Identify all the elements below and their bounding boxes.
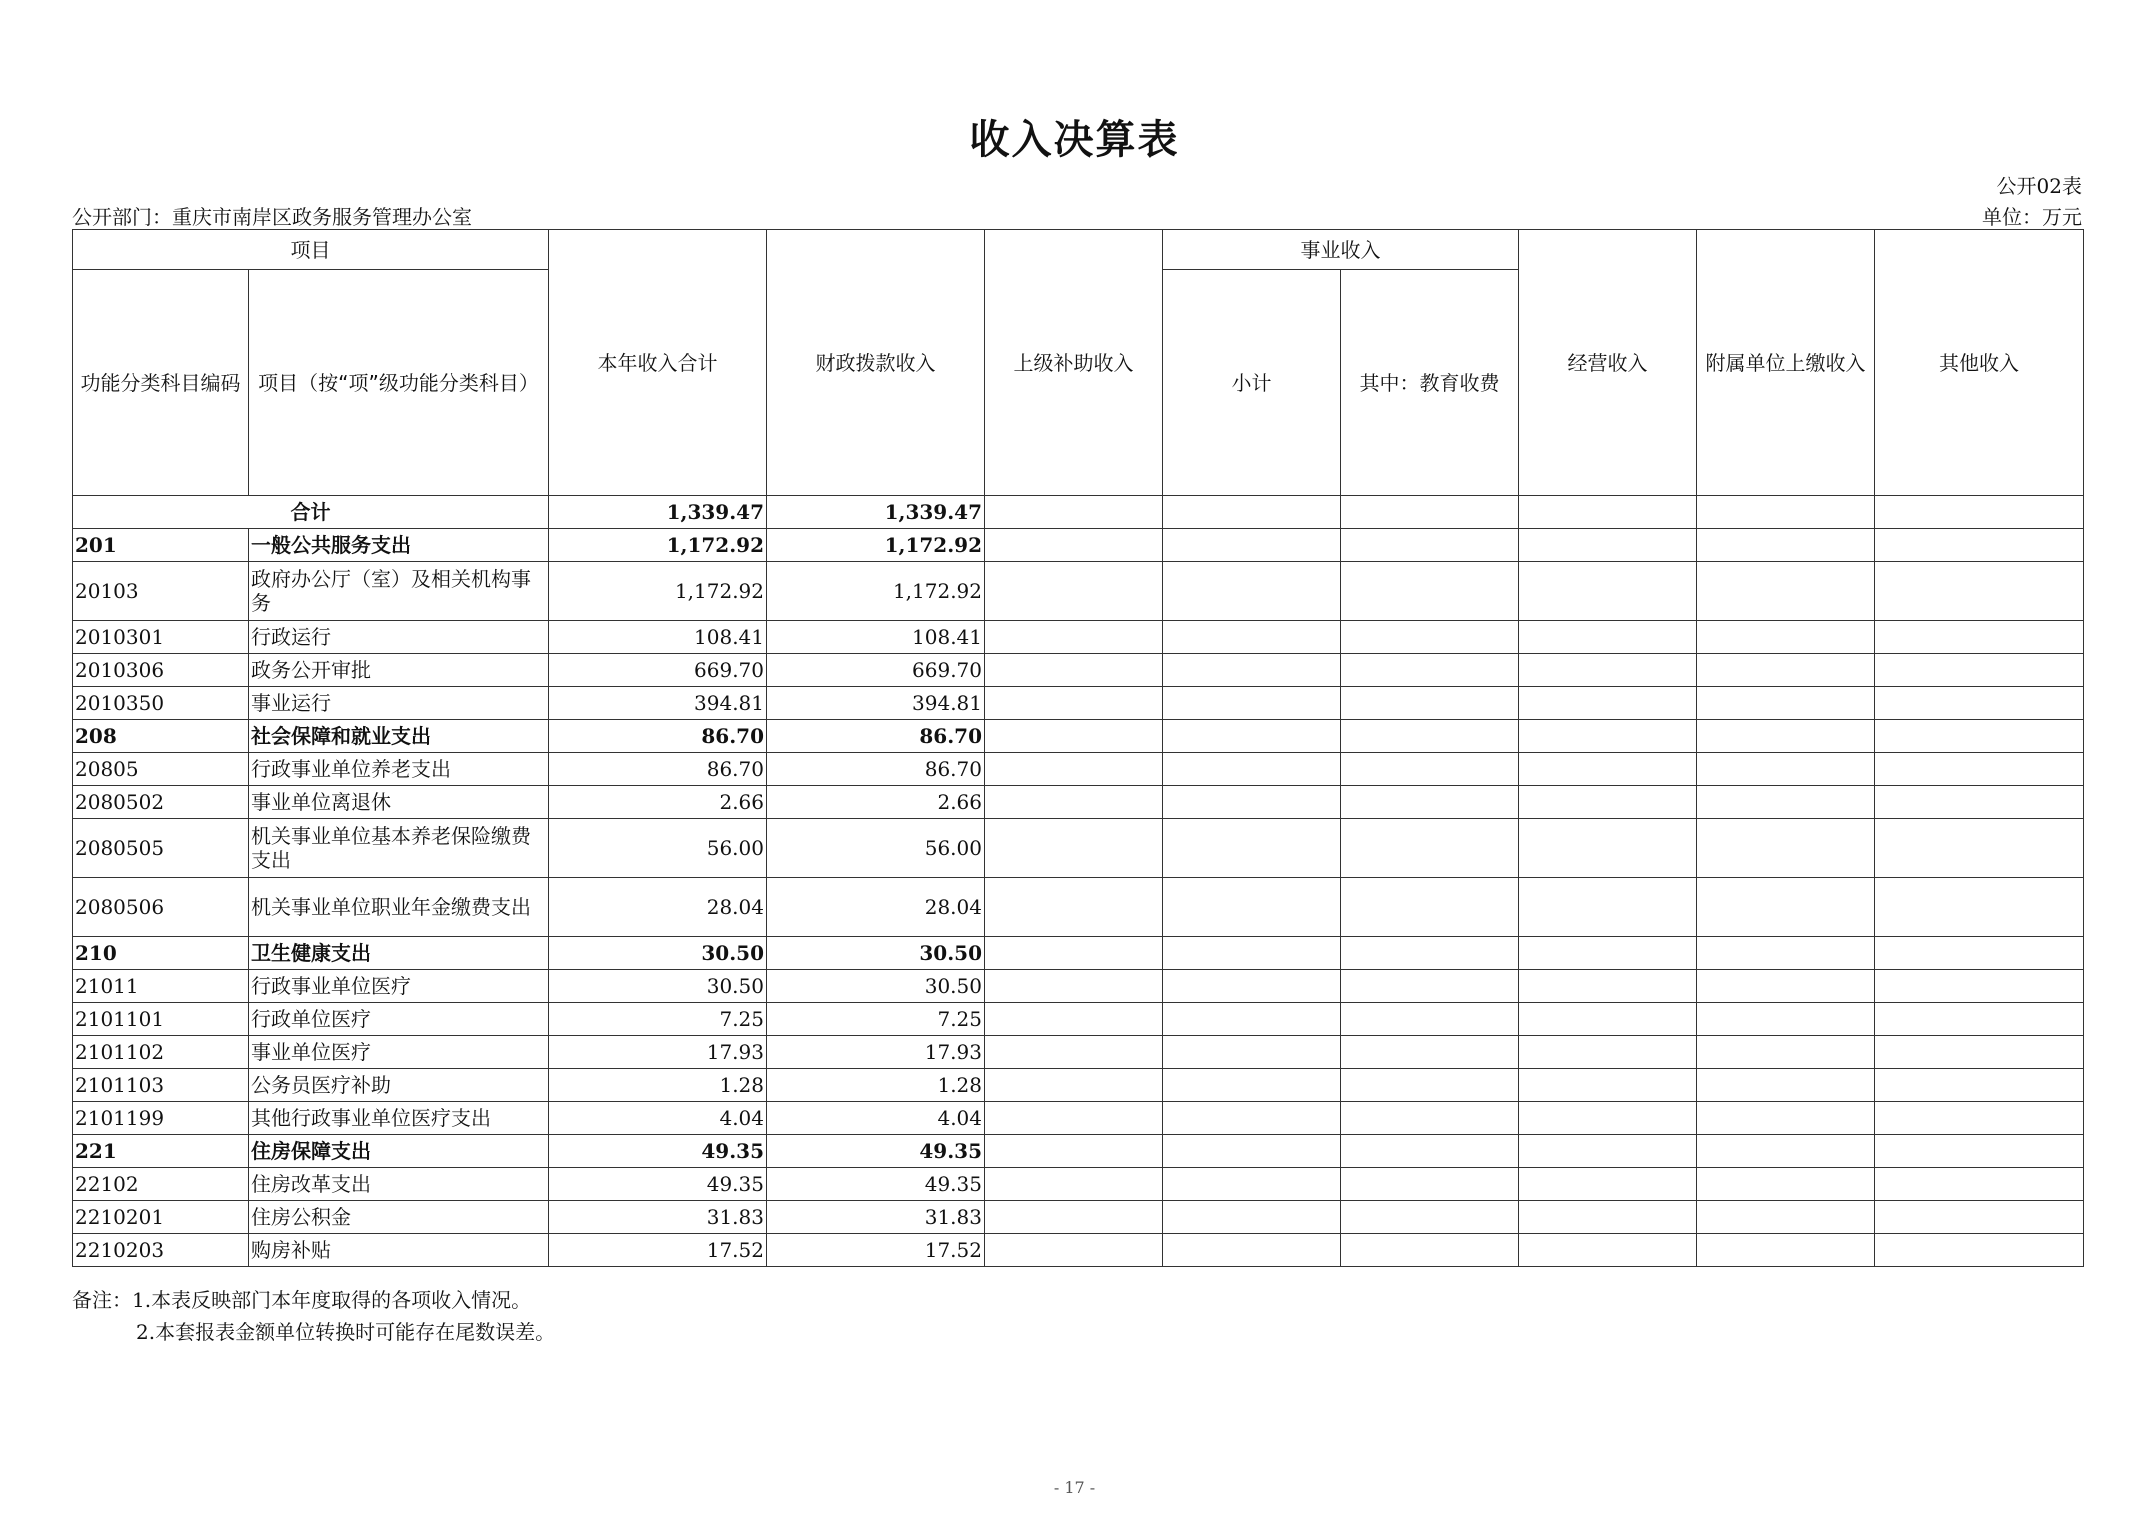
empty-cell xyxy=(1519,687,1697,720)
empty-cell xyxy=(1875,1234,2084,1267)
header-subtotal: 小计 xyxy=(1163,270,1341,496)
total-cell: 49.35 xyxy=(549,1168,767,1201)
name-cell: 行政运行 xyxy=(249,621,549,654)
unit-label: 单位：万元 xyxy=(1982,205,2082,229)
total-cell: 86.70 xyxy=(549,720,767,753)
total-cell: 17.52 xyxy=(549,1234,767,1267)
empty-cell xyxy=(1341,1135,1519,1168)
note-2: 2.本套报表金额单位转换时可能存在尾数误差。 xyxy=(136,1320,556,1344)
fiscal-cell: 1,172.92 xyxy=(767,562,985,621)
empty-cell xyxy=(1519,878,1697,937)
empty-cell xyxy=(985,878,1163,937)
table-row xyxy=(73,1234,2084,1267)
fiscal-cell: 669.70 xyxy=(767,654,985,687)
empty-cell xyxy=(1697,753,1875,786)
total-cell: 30.50 xyxy=(549,970,767,1003)
empty-cell xyxy=(1697,878,1875,937)
empty-cell xyxy=(1697,1201,1875,1234)
code-cell: 208 xyxy=(73,720,249,753)
name-cell: 事业单位医疗 xyxy=(249,1036,549,1069)
fiscal-cell: 17.93 xyxy=(767,1036,985,1069)
empty-cell xyxy=(1341,1102,1519,1135)
empty-cell xyxy=(1163,786,1341,819)
empty-cell xyxy=(985,1036,1163,1069)
name-cell: 行政事业单位医疗 xyxy=(249,970,549,1003)
empty-cell xyxy=(985,621,1163,654)
table-row xyxy=(73,654,2084,687)
fiscal-cell: 49.35 xyxy=(767,1135,985,1168)
empty-cell xyxy=(985,1168,1163,1201)
table-row xyxy=(73,1135,2084,1168)
empty-cell xyxy=(1697,1168,1875,1201)
table-row xyxy=(73,1168,2084,1201)
header-education: 其中：教育收费 xyxy=(1341,270,1519,496)
table-row xyxy=(73,970,2084,1003)
empty-cell xyxy=(1519,786,1697,819)
code-cell: 201 xyxy=(73,529,249,562)
empty-cell xyxy=(1875,970,2084,1003)
header-business-group: 事业收入 xyxy=(1163,230,1519,270)
income-table xyxy=(72,229,2084,1267)
empty-cell xyxy=(1519,720,1697,753)
empty-cell xyxy=(1341,1003,1519,1036)
empty-cell xyxy=(1341,786,1519,819)
empty-cell xyxy=(1163,654,1341,687)
table-row xyxy=(73,529,2084,562)
fiscal-cell: 31.83 xyxy=(767,1201,985,1234)
empty-cell xyxy=(1163,562,1341,621)
total-cell: 28.04 xyxy=(549,878,767,937)
name-cell: 事业运行 xyxy=(249,687,549,720)
code-cell: 2010301 xyxy=(73,621,249,654)
empty-cell xyxy=(1519,1036,1697,1069)
empty-cell xyxy=(1697,496,1875,529)
empty-cell xyxy=(985,1102,1163,1135)
name-cell: 政务公开审批 xyxy=(249,654,549,687)
total-label: 合计 xyxy=(73,496,549,529)
code-cell: 2101199 xyxy=(73,1102,249,1135)
empty-cell xyxy=(1875,753,2084,786)
total-cell: 1,172.92 xyxy=(549,529,767,562)
code-cell: 21011 xyxy=(73,970,249,1003)
total-row xyxy=(73,496,2084,529)
table-row xyxy=(73,1201,2084,1234)
empty-cell xyxy=(1697,1036,1875,1069)
empty-cell xyxy=(985,1003,1163,1036)
fiscal-cell: 108.41 xyxy=(767,621,985,654)
empty-cell xyxy=(1163,937,1341,970)
empty-cell xyxy=(985,786,1163,819)
fiscal-cell: 86.70 xyxy=(767,720,985,753)
empty-cell xyxy=(1697,529,1875,562)
empty-cell xyxy=(1697,1102,1875,1135)
name-cell: 住房保障支出 xyxy=(249,1135,549,1168)
empty-cell xyxy=(1519,654,1697,687)
empty-cell xyxy=(985,687,1163,720)
empty-cell xyxy=(1341,1168,1519,1201)
empty-cell xyxy=(1875,562,2084,621)
empty-cell xyxy=(1697,1069,1875,1102)
empty-cell xyxy=(1341,753,1519,786)
empty-cell xyxy=(1697,654,1875,687)
total-cell: 30.50 xyxy=(549,937,767,970)
empty-cell xyxy=(1519,1003,1697,1036)
empty-cell xyxy=(1875,1003,2084,1036)
empty-cell xyxy=(1875,621,2084,654)
total-cell: 4.04 xyxy=(549,1102,767,1135)
empty-cell xyxy=(1341,621,1519,654)
fiscal-cell: 17.52 xyxy=(767,1234,985,1267)
fiscal-cell: 1,172.92 xyxy=(767,529,985,562)
code-cell: 2010350 xyxy=(73,687,249,720)
empty-cell xyxy=(1875,529,2084,562)
page-number: - 17 - xyxy=(1053,1478,1096,1497)
header-total: 本年收入合计 xyxy=(549,230,767,496)
empty-cell xyxy=(1519,1135,1697,1168)
name-cell: 卫生健康支出 xyxy=(249,937,549,970)
total-cell: 669.70 xyxy=(549,654,767,687)
empty-cell xyxy=(985,1201,1163,1234)
code-cell: 221 xyxy=(73,1135,249,1168)
empty-cell xyxy=(1341,970,1519,1003)
code-cell: 20805 xyxy=(73,753,249,786)
empty-cell xyxy=(1697,819,1875,878)
empty-cell xyxy=(985,1234,1163,1267)
empty-cell xyxy=(1875,1168,2084,1201)
code-cell: 2210203 xyxy=(73,1234,249,1267)
fiscal-cell: 49.35 xyxy=(767,1168,985,1201)
empty-cell xyxy=(1341,819,1519,878)
name-cell: 住房改革支出 xyxy=(249,1168,549,1201)
empty-cell xyxy=(1163,1036,1341,1069)
code-cell: 2101102 xyxy=(73,1036,249,1069)
table-row xyxy=(73,621,2084,654)
fiscal-cell: 7.25 xyxy=(767,1003,985,1036)
empty-cell xyxy=(1163,1069,1341,1102)
name-cell: 购房补贴 xyxy=(249,1234,549,1267)
empty-cell xyxy=(1519,819,1697,878)
empty-cell xyxy=(1519,621,1697,654)
empty-cell xyxy=(985,937,1163,970)
total-cell: 1,172.92 xyxy=(549,562,767,621)
empty-cell xyxy=(1519,562,1697,621)
empty-cell xyxy=(1875,819,2084,878)
name-cell: 一般公共服务支出 xyxy=(249,529,549,562)
empty-cell xyxy=(1875,878,2084,937)
header-item-group: 项目 xyxy=(73,230,549,270)
table-row xyxy=(73,786,2084,819)
fiscal-cell: 56.00 xyxy=(767,819,985,878)
empty-cell xyxy=(985,654,1163,687)
empty-cell xyxy=(985,496,1163,529)
empty-cell xyxy=(1875,654,2084,687)
total-cell: 2.66 xyxy=(549,786,767,819)
empty-cell xyxy=(1163,970,1341,1003)
code-cell: 2080505 xyxy=(73,819,249,878)
empty-cell xyxy=(985,819,1163,878)
empty-cell xyxy=(1341,529,1519,562)
empty-cell xyxy=(1163,1234,1341,1267)
empty-cell xyxy=(1697,621,1875,654)
name-cell: 机关事业单位基本养老保险缴费支出 xyxy=(249,819,549,878)
total-cell: 7.25 xyxy=(549,1003,767,1036)
empty-cell xyxy=(1519,970,1697,1003)
empty-cell xyxy=(1341,1036,1519,1069)
empty-cell xyxy=(1697,687,1875,720)
empty-cell xyxy=(1697,720,1875,753)
empty-cell xyxy=(985,753,1163,786)
empty-cell xyxy=(1697,1135,1875,1168)
total-cell: 1,339.47 xyxy=(549,496,767,529)
code-cell: 22102 xyxy=(73,1168,249,1201)
page-title: 收入决算表 xyxy=(969,117,1180,163)
name-cell: 社会保障和就业支出 xyxy=(249,720,549,753)
empty-cell xyxy=(1341,720,1519,753)
total-cell: 56.00 xyxy=(549,819,767,878)
table-row xyxy=(73,1069,2084,1102)
empty-cell xyxy=(1163,496,1341,529)
empty-cell xyxy=(1697,786,1875,819)
empty-cell xyxy=(1519,529,1697,562)
empty-cell xyxy=(985,970,1163,1003)
empty-cell xyxy=(1163,753,1341,786)
empty-cell xyxy=(1875,1102,2084,1135)
empty-cell xyxy=(1163,1102,1341,1135)
code-cell: 210 xyxy=(73,937,249,970)
fiscal-cell: 1,339.47 xyxy=(767,496,985,529)
fiscal-cell: 4.04 xyxy=(767,1102,985,1135)
table-row xyxy=(73,562,2084,621)
total-cell: 86.70 xyxy=(549,753,767,786)
empty-cell xyxy=(1163,720,1341,753)
empty-cell xyxy=(1163,819,1341,878)
header-other: 其他收入 xyxy=(1875,230,2084,496)
table-row xyxy=(73,720,2084,753)
fiscal-cell: 2.66 xyxy=(767,786,985,819)
table-row xyxy=(73,878,2084,937)
code-cell: 2080502 xyxy=(73,786,249,819)
empty-cell xyxy=(1341,1201,1519,1234)
empty-cell xyxy=(1163,1135,1341,1168)
empty-cell xyxy=(1341,496,1519,529)
table-row xyxy=(73,937,2084,970)
fiscal-cell: 30.50 xyxy=(767,937,985,970)
code-cell: 2101103 xyxy=(73,1069,249,1102)
empty-cell xyxy=(1163,1201,1341,1234)
fiscal-cell: 28.04 xyxy=(767,878,985,937)
empty-cell xyxy=(1519,1102,1697,1135)
empty-cell xyxy=(1875,937,2084,970)
empty-cell xyxy=(1341,878,1519,937)
empty-cell xyxy=(1697,562,1875,621)
code-cell: 2010306 xyxy=(73,654,249,687)
empty-cell xyxy=(1875,786,2084,819)
empty-cell xyxy=(1163,621,1341,654)
empty-cell xyxy=(1875,496,2084,529)
table-row xyxy=(73,687,2084,720)
header-fiscal: 财政拨款收入 xyxy=(767,230,985,496)
table-row xyxy=(73,1036,2084,1069)
empty-cell xyxy=(1519,937,1697,970)
empty-cell xyxy=(1875,1135,2084,1168)
name-cell: 政府办公厅（室）及相关机构事务 xyxy=(249,562,549,621)
empty-cell xyxy=(985,1135,1163,1168)
empty-cell xyxy=(1875,1201,2084,1234)
empty-cell xyxy=(1341,654,1519,687)
empty-cell xyxy=(1697,970,1875,1003)
empty-cell xyxy=(1341,687,1519,720)
total-cell: 17.93 xyxy=(549,1036,767,1069)
empty-cell xyxy=(1519,1201,1697,1234)
table-row xyxy=(73,819,2084,878)
fiscal-cell: 1.28 xyxy=(767,1069,985,1102)
total-cell: 394.81 xyxy=(549,687,767,720)
empty-cell xyxy=(1519,1234,1697,1267)
empty-cell xyxy=(1341,562,1519,621)
empty-cell xyxy=(1341,1069,1519,1102)
empty-cell xyxy=(1875,1069,2084,1102)
note-1: 备注：1.本表反映部门本年度取得的各项收入情况。 xyxy=(72,1288,532,1312)
header-operating: 经营收入 xyxy=(1519,230,1697,496)
fiscal-cell: 30.50 xyxy=(767,970,985,1003)
empty-cell xyxy=(1163,878,1341,937)
code-cell: 2080506 xyxy=(73,878,249,937)
empty-cell xyxy=(1163,687,1341,720)
name-cell: 公务员医疗补助 xyxy=(249,1069,549,1102)
name-cell: 行政事业单位养老支出 xyxy=(249,753,549,786)
empty-cell xyxy=(985,562,1163,621)
empty-cell xyxy=(1697,937,1875,970)
form-number: 公开02表 xyxy=(1996,174,2082,198)
empty-cell xyxy=(1875,1036,2084,1069)
name-cell: 机关事业单位职业年金缴费支出 xyxy=(249,878,549,937)
table-row xyxy=(73,753,2084,786)
table-row xyxy=(73,1003,2084,1036)
empty-cell xyxy=(985,1069,1163,1102)
total-cell: 31.83 xyxy=(549,1201,767,1234)
empty-cell xyxy=(1697,1003,1875,1036)
empty-cell xyxy=(1875,687,2084,720)
notes xyxy=(72,1284,555,1348)
code-cell: 2101101 xyxy=(73,1003,249,1036)
empty-cell xyxy=(985,529,1163,562)
name-cell: 事业单位离退休 xyxy=(249,786,549,819)
header-superior: 上级补助收入 xyxy=(985,230,1163,496)
empty-cell xyxy=(1875,720,2084,753)
empty-cell xyxy=(1697,1234,1875,1267)
fiscal-cell: 86.70 xyxy=(767,753,985,786)
empty-cell xyxy=(1341,1234,1519,1267)
total-cell: 108.41 xyxy=(549,621,767,654)
header-affiliated: 附属单位上缴收入 xyxy=(1697,230,1875,496)
name-cell: 其他行政事业单位医疗支出 xyxy=(249,1102,549,1135)
empty-cell xyxy=(1519,1069,1697,1102)
empty-cell xyxy=(1519,1168,1697,1201)
empty-cell xyxy=(1163,529,1341,562)
code-cell: 2210201 xyxy=(73,1201,249,1234)
empty-cell xyxy=(1519,753,1697,786)
header-name: 项目（按“项”级功能分类科目） xyxy=(249,270,549,496)
empty-cell xyxy=(1341,937,1519,970)
empty-cell xyxy=(1163,1003,1341,1036)
empty-cell xyxy=(1163,1168,1341,1201)
name-cell: 行政单位医疗 xyxy=(249,1003,549,1036)
header-code: 功能分类科目编码 xyxy=(73,270,249,496)
code-cell: 20103 xyxy=(73,562,249,621)
empty-cell xyxy=(985,720,1163,753)
department-label: 公开部门：重庆市南岸区政务服务管理办公室 xyxy=(72,205,472,229)
empty-cell xyxy=(1519,496,1697,529)
name-cell: 住房公积金 xyxy=(249,1201,549,1234)
fiscal-cell: 394.81 xyxy=(767,687,985,720)
table-row xyxy=(73,1102,2084,1135)
total-cell: 49.35 xyxy=(549,1135,767,1168)
total-cell: 1.28 xyxy=(549,1069,767,1102)
